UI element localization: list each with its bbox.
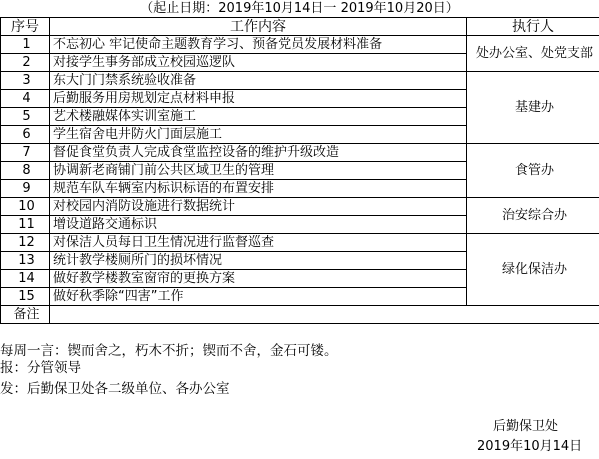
row-number: 4 xyxy=(1,90,50,108)
row-number: 2 xyxy=(1,54,50,72)
signature-department: 后勤保卫处 xyxy=(493,419,559,434)
row-number: 7 xyxy=(1,144,50,162)
row-number: 8 xyxy=(1,162,50,180)
row-content: 规范车队车辆室内标识标语的布置安排 xyxy=(50,180,467,198)
row-content: 做好秋季除“四害”工作 xyxy=(50,288,467,306)
row-number: 3 xyxy=(1,72,50,90)
row-number: 6 xyxy=(1,126,50,144)
row-content: 对保洁人员每日卫生情况进行监督巡查 xyxy=(50,234,467,252)
date-range-subtitle: （起止日期：2019年10月14日一 2019年10月20日） xyxy=(140,1,459,16)
row-content: 学生宿舍电井防火门面层施工 xyxy=(50,126,467,144)
row-number: 13 xyxy=(1,252,50,270)
table-row xyxy=(1,198,599,216)
executor-cell: 绿化保洁办 xyxy=(467,234,599,306)
row-content: 协调新老商铺门前公共区域卫生的管理 xyxy=(50,162,467,180)
row-number: 9 xyxy=(1,180,50,198)
row-content: 督促食堂负责人完成食堂监控设备的维护升级改造 xyxy=(50,144,467,162)
work-schedule-table xyxy=(0,17,599,324)
row-content: 增设道路交通标识 xyxy=(50,216,467,234)
executor-cell: 治安综合办 xyxy=(467,198,599,234)
executor-cell: 处办公室、处党支部 xyxy=(467,36,599,72)
row-content: 艺术楼融媒体实训室施工 xyxy=(50,108,467,126)
signature-date: 2019年10月14日 xyxy=(477,439,583,454)
remark-value xyxy=(50,306,599,324)
header-content: 工作内容 xyxy=(50,18,467,36)
row-content: 对校园内消防设施进行数据统计 xyxy=(50,198,467,216)
header-seq: 序号 xyxy=(1,18,50,36)
row-number: 5 xyxy=(1,108,50,126)
executor-cell: 食管办 xyxy=(467,144,599,198)
row-number: 12 xyxy=(1,234,50,252)
table-row xyxy=(1,72,599,90)
remark-label: 备注 xyxy=(1,306,50,324)
header-executor: 执行人 xyxy=(467,18,599,36)
row-number: 10 xyxy=(1,198,50,216)
row-number: 14 xyxy=(1,270,50,288)
row-number: 1 xyxy=(1,36,50,54)
table-row xyxy=(1,144,599,162)
row-content: 对接学生事务部成立校园巡逻队 xyxy=(50,54,467,72)
table-header-row xyxy=(1,18,599,36)
report-to: 报：分管领导 xyxy=(0,360,81,376)
row-content: 东大门门禁系统验收准备 xyxy=(50,72,467,90)
table-row xyxy=(1,234,599,252)
row-content: 后勤服务用房规划定点材料申报 xyxy=(50,90,467,108)
row-content: 不忘初心 牢记使命主题教育学习、预备党员发展材料准备 xyxy=(50,36,467,54)
remark-row xyxy=(1,306,599,324)
table-row xyxy=(1,36,599,54)
executor-cell: 基建办 xyxy=(467,72,599,144)
row-number: 15 xyxy=(1,288,50,306)
row-content: 做好教学楼教室窗帘的更换方案 xyxy=(50,270,467,288)
weekly-quote: 每周一言：锲而舍之，朽木不折；锲而不舍，金石可镂。 xyxy=(0,343,338,359)
send-to: 发：后勤保卫处各二级单位、各办公室 xyxy=(0,381,230,397)
row-number: 11 xyxy=(1,216,50,234)
row-content: 统计教学楼厕所门的损坏情况 xyxy=(50,252,467,270)
